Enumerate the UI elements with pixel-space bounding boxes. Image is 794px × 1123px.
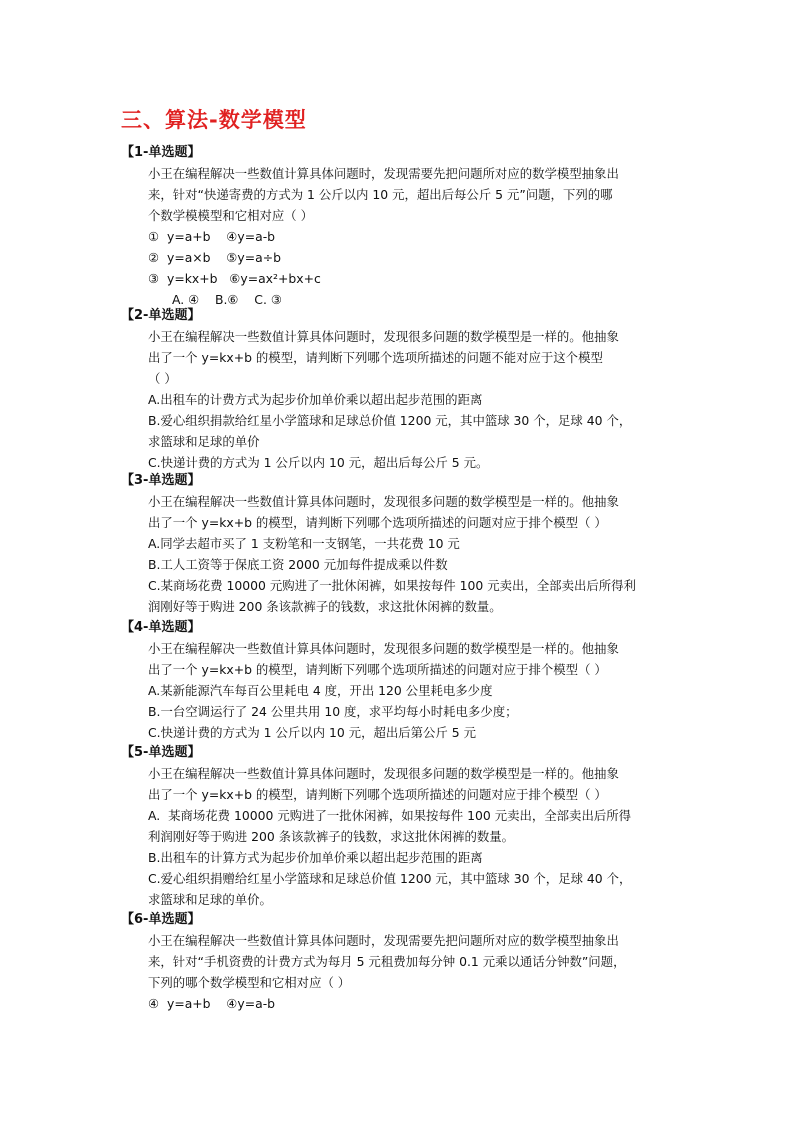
question-1	[121, 142, 681, 310]
option-c: C.某商场花费 10000 元购进了一批休闲裤，如果按每件 100 元卖出，全部卖出后所得利	[148, 578, 636, 593]
option-b: B.爱心组织捐款给红星小学篮球和足球总价值 1200 元，其中篮球 30 个，足球 40 个，	[148, 413, 632, 428]
question-6	[121, 909, 681, 1014]
question-stem: （ ）	[148, 371, 177, 386]
option-c: C.快递计费的方式为 1 公斤以内 10 元，超出后每公斤 5 元。	[148, 455, 489, 470]
question-header: 【6-单选题】	[121, 912, 201, 927]
question-stem: 出了一个 y=kx+b 的模型，请判断下列哪个选项所描述的问题对应于排个模型（ ）	[148, 515, 607, 530]
option-b: B.工人工资等于保底工资 2000 元加每件提成乘以件数	[148, 557, 448, 572]
question-header: 【4-单选题】	[121, 620, 201, 635]
option-b: B.出租车的计算方式为起步价加单价乘以超出起步范围的距离	[148, 850, 483, 865]
question-5	[121, 742, 681, 910]
question-stem: 来，针对“手机资费的计费方式为每月 5 元租费加每分钟 0.1 元乘以通话分钟数”问题，	[148, 954, 626, 969]
model-option: ④ y=a+b ④y=a-b	[148, 996, 276, 1011]
question-stem: 出了一个 y=kx+b 的模型，请判断下列哪个选项所描述的问题对应于排个模型（ ）	[148, 787, 607, 802]
model-option: ② y=a×b ⑤y=a÷b	[148, 250, 281, 265]
question-3	[121, 470, 681, 617]
question-stem: 小王在编程解决一些数值计算具体问题时，发现很多问题的数学模型是一样的。他抽象	[148, 494, 619, 509]
option-c-cont: 润刚好等于购进 200 条该款裤子的钱数，求这批休闲裤的数量。	[148, 599, 502, 614]
option-c: C.快递计费的方式为 1 公斤以内 10 元，超出后第公斤 5 元	[148, 725, 476, 740]
option-b: B.一台空调运行了 24 公里共用 10 度，求平均每小时耗电多少度；	[148, 704, 518, 719]
option-a: A.出租车的计费方式为起步价加单价乘以超出起步范围的距离	[148, 392, 483, 407]
question-stem: 出了一个 y=kx+b 的模型，请判断下列哪个选项所描述的问题对应于排个模型（ ）	[148, 662, 607, 677]
option-c: C.爱心组织捐赠给红星小学篮球和足球总价值 1200 元，其中篮球 30 个，足球 40 个，	[148, 871, 632, 886]
question-2	[121, 305, 681, 473]
question-stem: 个数学模模型和它相对应（ ）	[148, 208, 314, 223]
section-title: 三、算法-数学模型	[121, 108, 307, 132]
model-option: ③ y=kx+b ⑥y=ax²+bx+c	[148, 271, 321, 286]
option-a: A. 某商场花费 10000 元购进了一批休闲裤，如果按每件 100 元卖出，全部卖出后所得	[148, 808, 632, 823]
question-stem: 小王在编程解决一些数值计算具体问题时，发现需要先把问题所对应的数学模型抽象出	[148, 933, 619, 948]
question-header: 【1-单选题】	[121, 145, 201, 160]
question-header: 【5-单选题】	[121, 745, 201, 760]
question-4	[121, 617, 681, 743]
option-a: A.同学去超市买了 1 支粉笔和一支钢笔，一共花费 10 元	[148, 536, 460, 551]
question-stem: 小王在编程解决一些数值计算具体问题时，发现很多问题的数学模型是一样的。他抽象	[148, 766, 619, 781]
question-stem: 来，针对“快递寄费的方式为 1 公斤以内 10 元，超出后每公斤 5 元”问题，下列的哪	[148, 187, 613, 202]
option-a-cont: 利润刚好等于购进 200 条该款裤子的钱数，求这批休闲裤的数量。	[148, 829, 515, 844]
question-stem: 下列的哪个数学模型和它相对应（ ）	[148, 975, 351, 990]
question-header: 【3-单选题】	[121, 473, 201, 488]
option-c-cont: 求篮球和足球的单价。	[148, 892, 272, 907]
question-stem: 小王在编程解决一些数值计算具体问题时，发现需要先把问题所对应的数学模型抽象出	[148, 166, 619, 181]
option-a: A.某新能源汽车每百公里耗电 4 度，开出 120 公里耗电多少度	[148, 683, 493, 698]
question-stem: 小王在编程解决一些数值计算具体问题时，发现很多问题的数学模型是一样的。他抽象	[148, 329, 619, 344]
option-b-cont: 求篮球和足球的单价	[148, 434, 260, 449]
question-stem: 出了一个 y=kx+b 的模型，请判断下列哪个选项所描述的问题不能对应于这个模型	[148, 350, 603, 365]
answer-choices: A. ④ B.⑥ C. ③	[172, 292, 282, 307]
model-option: ① y=a+b ④y=a-b	[148, 229, 276, 244]
question-stem: 小王在编程解决一些数值计算具体问题时，发现很多问题的数学模型是一样的。他抽象	[148, 641, 619, 656]
question-header: 【2-单选题】	[121, 308, 201, 323]
